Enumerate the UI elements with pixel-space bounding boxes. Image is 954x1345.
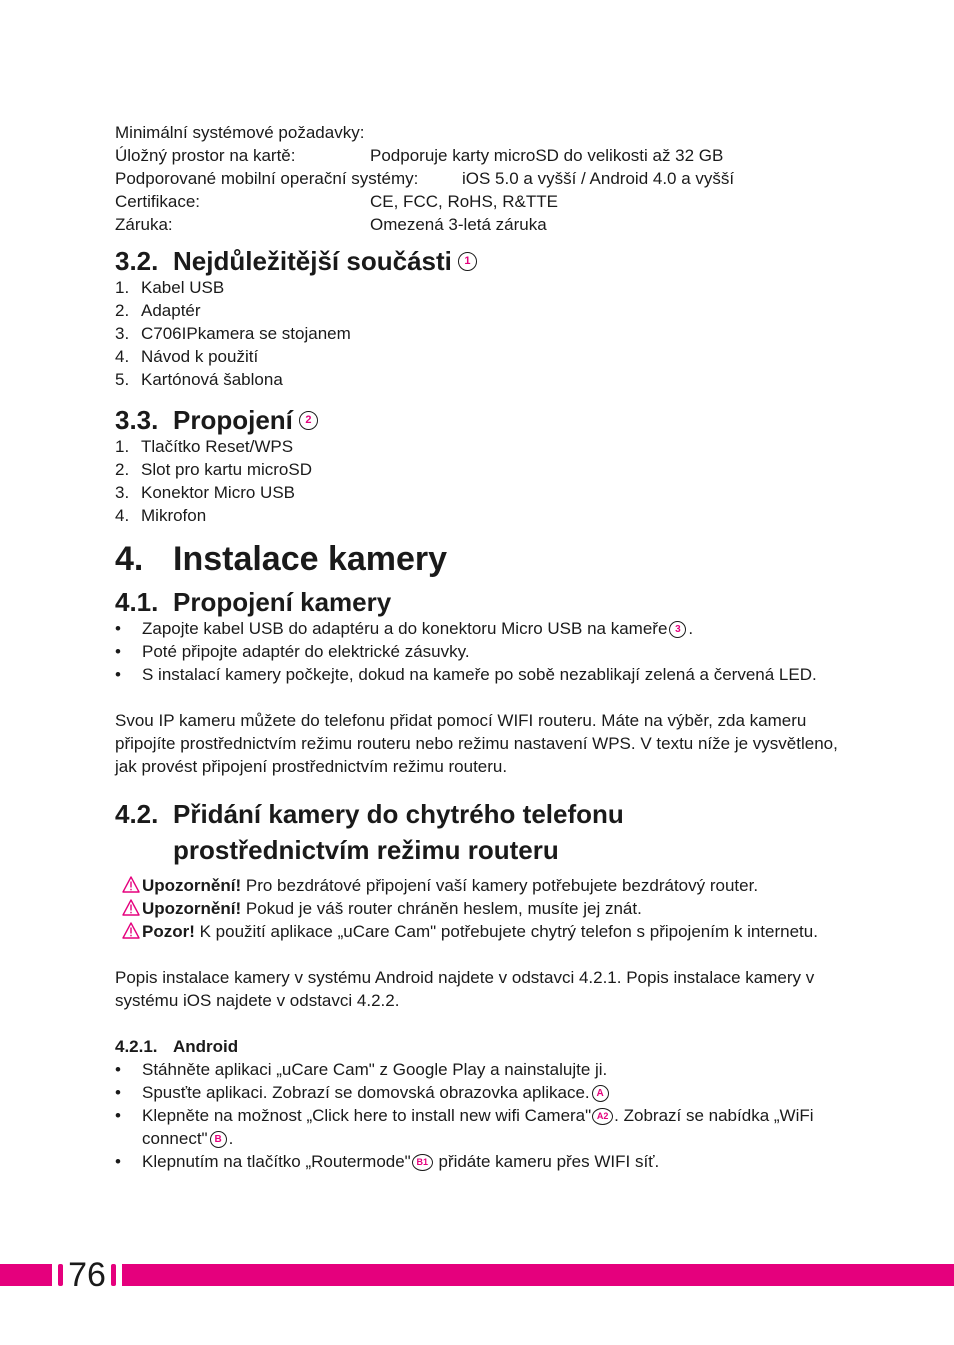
warning-triangle-icon <box>122 922 140 939</box>
connections-list <box>115 435 845 527</box>
section-title: Android <box>173 1037 239 1056</box>
list-item: 2. Slot pro kartu microSD <box>115 460 312 479</box>
spec-row <box>115 144 845 167</box>
warning-note: Upozornění! Pokud je váš router chráněn heslem, musíte jej znát. <box>115 897 845 920</box>
list-item: 1. Kabel USB <box>115 278 225 297</box>
list-item: 5. Kartónová šablona <box>115 370 283 389</box>
paragraph: Svou IP kameru můžete do telefonu přidat pomocí WIFI routeru. Máte na výběr, zda kameru připojíte prostřednictvím režimu routeru nebo režimu nastavení WPS. V textu níže je vysvětleno, jak provést připojení prostřednictvím režimu routeru. <box>115 711 838 776</box>
spec-key: Certifikace: <box>115 192 201 211</box>
figure-ref-badge: B1 <box>412 1154 433 1171</box>
section-4-2-heading <box>115 796 845 868</box>
section-title: Propojení kamery <box>173 587 392 617</box>
section-4-2-1-heading <box>115 1035 845 1058</box>
list-item: • S instalací kamery počkejte, dokud na kameře po sobě nezablikají zelená a červená LED. <box>115 665 817 684</box>
footer-accent-bar <box>0 1264 954 1286</box>
list-item: 4. Mikrofon <box>115 506 207 525</box>
android-steps-list <box>115 1058 845 1173</box>
connection-steps-list <box>115 617 845 686</box>
section-number: 3.2. <box>115 246 159 276</box>
spec-row <box>115 213 845 236</box>
spec-value: iOS 5.0 a vyšší / Android 4.0 a vyšší <box>462 169 735 188</box>
list-item: • Klepněte na možnost „Click here to install new wifi Camera" A2 . Zobrazí se nabídka „WiFi connect" B . <box>115 1106 814 1148</box>
section-title: Nejdůležitější součásti <box>173 246 452 276</box>
warning-triangle-icon <box>122 899 140 916</box>
list-item: 3. Konektor Micro USB <box>115 483 295 502</box>
section-title: Přidání kamery do chytrého telefonu <box>173 799 624 829</box>
figure-ref-badge: 3 <box>669 621 686 638</box>
spec-value: Omezená 3-letá záruka <box>370 215 547 234</box>
spec-key: Podporované mobilní operační systémy: <box>115 169 419 188</box>
section-title: Propojení <box>173 405 293 435</box>
page-content <box>115 121 845 1173</box>
warning-note: Pozor! K použití aplikace „uCare Cam" potřebujete chytrý telefon s připojením k internetu. <box>115 920 845 943</box>
chapter-title: Instalace kamery <box>173 540 448 578</box>
figure-ref-badge: 2 <box>299 411 318 430</box>
figure-ref-badge: 1 <box>458 252 477 271</box>
page-number: 76 <box>68 1256 106 1294</box>
figure-ref-badge: A2 <box>592 1108 613 1125</box>
section-number: 4.1. <box>115 587 159 617</box>
paragraph: Popis instalace kamery v systému Android najdete v odstavci 4.2.1. Popis instalace kamery v systému iOS najdete v odstavci 4.2.2. <box>115 968 815 1010</box>
section-4-1-heading <box>115 587 845 617</box>
spec-row <box>115 190 845 213</box>
spec-value: Podporuje karty microSD do velikosti až 32 GB <box>370 146 724 165</box>
warning-triangle-icon <box>122 876 140 893</box>
bracket-right <box>111 1264 116 1286</box>
section-3-2-heading <box>115 246 845 276</box>
section-number: 4.2. <box>115 799 159 829</box>
figure-ref-badge: B <box>210 1131 227 1148</box>
chapter-4-heading <box>115 539 845 579</box>
section-number: 3.3. <box>115 405 159 435</box>
spec-row <box>115 167 845 190</box>
list-item: • Stáhněte aplikaci „uCare Cam" z Google Play a nainstalujte ji. <box>115 1060 608 1079</box>
list-item: • Poté připojte adaptér do elektrické zásuvky. <box>115 642 470 661</box>
list-item: • Klepnutím na tlačítko „Routermode" B1 přidáte kameru přes WIFI síť. <box>115 1152 660 1171</box>
section-number: 4.2.1. <box>115 1037 158 1056</box>
list-item: • Zapojte kabel USB do adaptéru a do konektoru Micro USB na kameře 3 . <box>115 619 694 638</box>
section-3-3-heading <box>115 405 845 435</box>
list-item: 3. C706IPkamera se stojanem <box>115 324 351 343</box>
page-number-tab <box>52 1255 122 1295</box>
list-item: 4. Návod k použití <box>115 347 259 366</box>
list-item: 2. Adaptér <box>115 301 201 320</box>
list-item: 1. Tlačítko Reset/WPS <box>115 437 294 456</box>
spec-key: Záruka: <box>115 215 173 234</box>
figure-ref-badge: A <box>592 1085 609 1102</box>
requirements-heading: Minimální systémové požadavky: <box>115 123 365 142</box>
list-item: • Spusťte aplikaci. Zobrazí se domovská obrazovka aplikace. A <box>115 1081 845 1104</box>
spec-key: Úložný prostor na kartě: <box>115 146 296 165</box>
spec-value: CE, FCC, RoHS, R&TTE <box>370 192 558 211</box>
chapter-number: 4. <box>115 540 144 578</box>
section-title-cont: prostřednictvím režimu routeru <box>173 835 559 865</box>
components-list <box>115 276 845 391</box>
warning-note: Upozornění! Pro bezdrátové připojení vaší kamery potřebujete bezdrátový router. <box>115 874 845 897</box>
